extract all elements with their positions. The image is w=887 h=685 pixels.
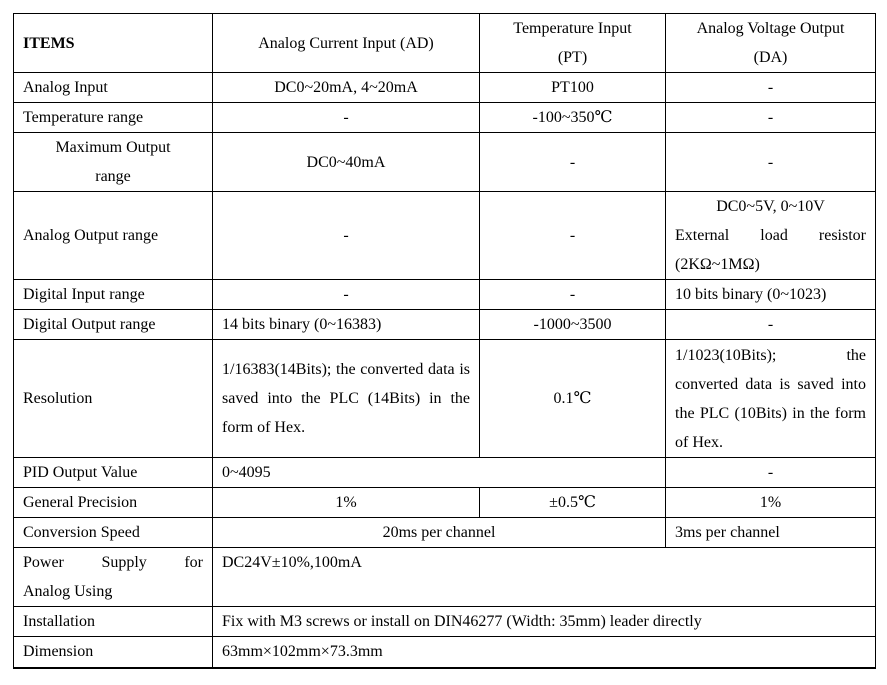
row-digital-output-range	[14, 310, 876, 340]
cell-value: 63mm×102mm×73.3mm	[213, 637, 876, 668]
row-label	[14, 133, 213, 192]
cell-da-line1: DC0~5V, 0~10V	[716, 198, 825, 215]
row-digital-input-range	[14, 280, 876, 310]
row-label	[14, 548, 213, 607]
cell-da-line3: (2KΩ~1MΩ)	[675, 256, 760, 273]
cell-pt: ±0.5℃	[480, 488, 666, 518]
cell-pt: -	[480, 280, 666, 310]
cell-ad: 1%	[213, 488, 480, 518]
cell-da: 10 bits binary (0~1023)	[666, 280, 876, 310]
header-temperature-input	[480, 14, 666, 73]
row-label-line1: Maximum Output	[55, 139, 171, 156]
cell-ad: -	[213, 192, 480, 280]
row-maximum-output-range	[14, 133, 876, 192]
row-label: Conversion Speed	[14, 518, 213, 548]
header-analog-current-input: Analog Current Input (AD)	[213, 14, 480, 73]
cell-da-line2: External load resistor	[675, 227, 866, 244]
row-label: Analog Input	[14, 73, 213, 103]
cell-ad: 1/16383(14Bits); the converted data is saved into the PLC (14Bits) in the form of Hex.	[213, 340, 480, 458]
cell-ad-pt: 0~4095	[213, 458, 666, 488]
row-dimension	[14, 637, 876, 668]
row-analog-output-range	[14, 192, 876, 280]
cell-ad: -	[213, 280, 480, 310]
cell-ad-pt: 20ms per channel	[213, 518, 666, 548]
header-temperature-input-line2: (PT)	[557, 49, 588, 66]
row-label-line2: range	[95, 168, 131, 185]
row-label: General Precision	[14, 488, 213, 518]
cell-da: 1%	[666, 488, 876, 518]
row-label: Dimension	[14, 637, 213, 668]
cell-ad: -	[213, 103, 480, 133]
cell-da: -	[666, 73, 876, 103]
cell-ad: 14 bits binary (0~16383)	[213, 310, 480, 340]
cell-pt: -	[480, 192, 666, 280]
row-label: Digital Output range	[14, 310, 213, 340]
row-pid-output-value	[14, 458, 876, 488]
cell-value: Fix with M3 screws or install on DIN46277 (Width: 35mm) leader directly	[213, 607, 876, 637]
header-analog-voltage-output-line1: Analog Voltage Output	[696, 20, 845, 37]
cell-da: -	[666, 310, 876, 340]
cell-da	[666, 192, 876, 280]
row-resolution	[14, 340, 876, 458]
cell-da: 1/1023(10Bits); the converted data is saved into the PLC (10Bits) in the form of Hex.	[666, 340, 876, 458]
cell-value: DC24V±10%,100mA	[213, 548, 876, 607]
cell-pt: -100~350℃	[480, 103, 666, 133]
header-items: ITEMS	[14, 14, 213, 73]
row-label: Digital Input range	[14, 280, 213, 310]
row-conversion-speed	[14, 518, 876, 548]
specifications-table	[13, 13, 876, 669]
row-label-line2: Analog Using	[23, 583, 113, 600]
row-label: Temperature range	[14, 103, 213, 133]
row-power-supply	[14, 548, 876, 607]
header-analog-voltage-output	[666, 14, 876, 73]
cell-ad: DC0~20mA, 4~20mA	[213, 73, 480, 103]
cell-da: -	[666, 458, 876, 488]
row-temperature-range	[14, 103, 876, 133]
row-analog-input	[14, 73, 876, 103]
row-general-precision	[14, 488, 876, 518]
row-label: Analog Output range	[14, 192, 213, 280]
cell-pt: -	[480, 133, 666, 192]
header-row	[14, 14, 876, 73]
row-label: Resolution	[14, 340, 213, 458]
header-temperature-input-line1: Temperature Input	[513, 20, 632, 37]
cell-pt: PT100	[480, 73, 666, 103]
cell-pt: 0.1℃	[480, 340, 666, 458]
cell-ad: DC0~40mA	[213, 133, 480, 192]
header-analog-voltage-output-line2: (DA)	[753, 49, 788, 66]
row-installation	[14, 607, 876, 637]
cell-da: -	[666, 133, 876, 192]
row-label: Installation	[14, 607, 213, 637]
cell-pt: -1000~3500	[480, 310, 666, 340]
cell-da: -	[666, 103, 876, 133]
row-label: PID Output Value	[14, 458, 213, 488]
cell-da: 3ms per channel	[666, 518, 876, 548]
row-label-line1: Power Supply for	[23, 554, 203, 571]
